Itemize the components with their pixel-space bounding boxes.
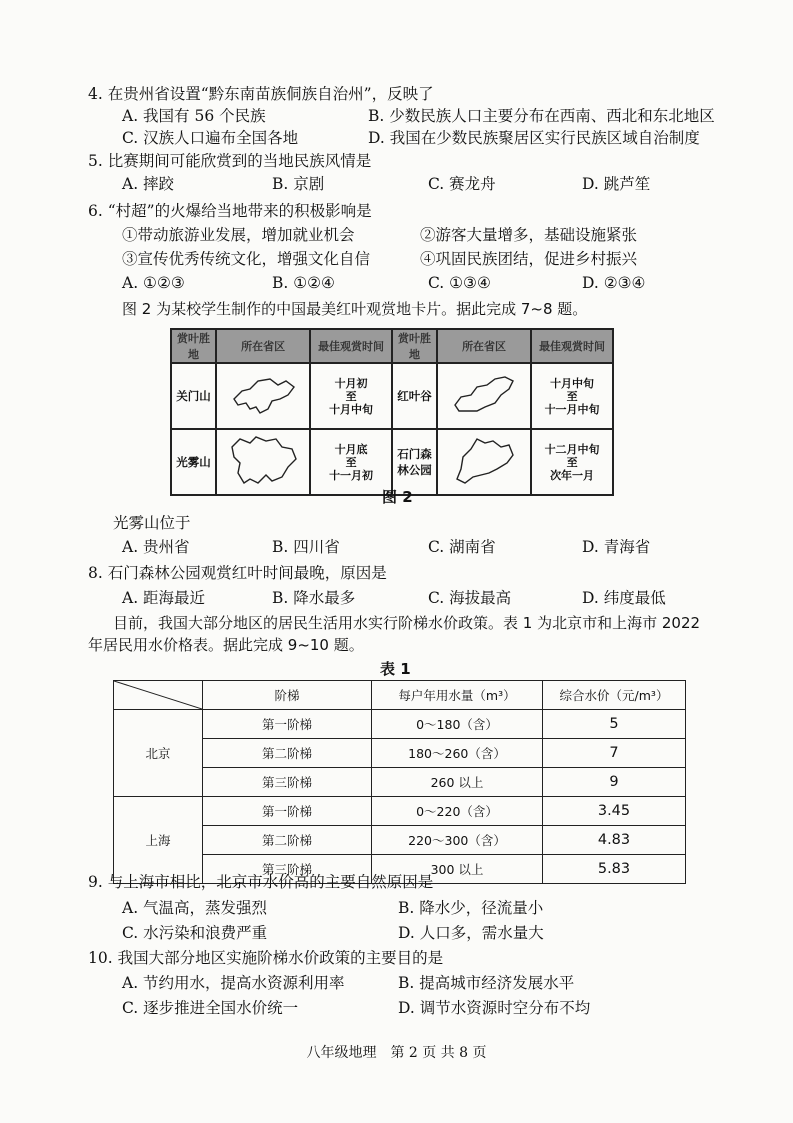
- table1-price: 7: [543, 739, 686, 768]
- fig2-header-province-2: 所在省区: [437, 329, 531, 363]
- table1-price: 4.83: [543, 826, 686, 855]
- intro-questions-9-10-line-1: 目前，我国大部分地区的居民生活用水实行阶梯水价政策。表 1 为北京市和上海市 2022: [113, 614, 701, 632]
- question-7-option-d: D. 青海省: [582, 538, 651, 556]
- question-8-stem: 8. 石门森林公园观赏红叶时间最晚，原因是: [88, 564, 387, 582]
- table1-header-price: 综合水价（元/m³）: [543, 681, 686, 710]
- province-outline-icon: [447, 371, 521, 419]
- fig2-header-time-1: 最佳观赏时间: [310, 329, 392, 363]
- province-map-jilin: [437, 363, 531, 429]
- figure-2-caption: 图 2: [382, 488, 413, 506]
- fig2-time-to: 至: [345, 389, 357, 403]
- question-8-option-c: C. 海拔最高: [428, 589, 512, 607]
- fig2-time-to: 至: [566, 455, 578, 469]
- question-6-option-d: D. ②③④: [582, 274, 646, 292]
- fig2-spot-shimen: 石门森林公园: [392, 429, 437, 495]
- question-9-option-b: B. 降水少，径流量小: [398, 899, 544, 917]
- table1-price: 3.45: [543, 797, 686, 826]
- question-6-statement-2: ②游客大量增多，基础设施紧张: [420, 226, 638, 244]
- question-4-option-c: C. 汉族人口遍布全国各地: [122, 129, 299, 147]
- table1-price: 5.83: [543, 855, 686, 884]
- table1-header-volume: 每户年用水量（m³）: [372, 681, 543, 710]
- table1-price: 5: [543, 710, 686, 739]
- fig2-header-time-2: 最佳观赏时间: [531, 329, 613, 363]
- question-4-option-b: B. 少数民族人口主要分布在西南、西北和东北地区: [368, 107, 715, 125]
- table1-header-tier: 阶梯: [203, 681, 372, 710]
- table1-tier: 第一阶梯: [203, 710, 372, 739]
- question-4-option-d: D. 我国在少数民族聚居区实行民族区域自治制度: [368, 129, 700, 147]
- fig2-time-start: 十月底: [334, 442, 368, 456]
- question-8-option-a: A. 距海最近: [122, 589, 206, 607]
- question-5-stem: 5. 比赛期间可能欣赏到的当地民族风情是: [88, 152, 372, 170]
- province-outline-icon: [228, 371, 298, 419]
- table1-tier: 第三阶梯: [203, 855, 372, 884]
- question-10-option-a: A. 节约用水，提高水资源利用率: [122, 974, 345, 992]
- table-1-caption: 表 1: [380, 660, 411, 678]
- fig2-time-start: 十二月中旬: [544, 442, 600, 456]
- fig2-header-province-1: 所在省区: [216, 329, 310, 363]
- province-outline-icon: [226, 433, 300, 489]
- table1-tier: 第三阶梯: [203, 768, 372, 797]
- table1-tier: 第二阶梯: [203, 739, 372, 768]
- table1-city-shanghai: 上海: [114, 797, 203, 884]
- question-10-option-b: B. 提高城市经济发展水平: [398, 974, 575, 992]
- fig2-spot-guangwushan: 光雾山: [171, 429, 216, 495]
- water-price-table: [113, 680, 686, 884]
- fig2-time-end: 次年一月: [550, 468, 595, 482]
- table1-volume: 0～180（含）: [372, 710, 543, 739]
- province-map-sichuan: [216, 429, 310, 495]
- intro-questions-9-10-line-2: 年居民用水价格表。据此完成 9~10 题。: [88, 636, 364, 654]
- province-map-guangdong: [437, 429, 531, 495]
- fig2-time-to: 至: [345, 455, 357, 469]
- fig2-time-start: 十月中旬: [550, 376, 595, 390]
- table1-volume: 260 以上: [372, 768, 543, 797]
- question-7-option-a: A. 贵州省: [122, 538, 190, 556]
- fig2-spot-hongyegu: 红叶谷: [392, 363, 437, 429]
- table1-corner-cell: [114, 681, 203, 710]
- question-9-option-c: C. 水污染和浪费严重: [122, 924, 268, 942]
- question-6-statement-4: ④巩固民族团结，促进乡村振兴: [420, 250, 638, 268]
- fig2-header-spot-1: 赏叶胜地: [171, 329, 216, 363]
- question-6-statement-3: ③宣传优秀传统文化，增强文化自信: [122, 250, 371, 268]
- question-5-option-d: D. 跳芦笙: [582, 175, 651, 193]
- table1-volume: 300 以上: [372, 855, 543, 884]
- question-10-stem: 10. 我国大部分地区实施阶梯水价政策的主要目的是: [88, 949, 444, 967]
- question-9-option-a: A. 气温高，蒸发强烈: [122, 899, 268, 917]
- province-outline-icon: [447, 433, 521, 489]
- intro-questions-7-8: 图 2 为某校学生制作的中国最美红叶观赏地卡片。据此完成 7~8 题。: [122, 300, 588, 318]
- question-5-option-b: B. 京剧: [272, 175, 325, 193]
- question-6-statement-1: ①带动旅游业发展，增加就业机会: [122, 226, 355, 244]
- table1-price: 9: [543, 768, 686, 797]
- fig2-time-hongyegu: [531, 363, 613, 429]
- table1-volume: 0～220（含）: [372, 797, 543, 826]
- diagonal-line-icon: [114, 681, 202, 709]
- fig2-time-shimen: [531, 429, 613, 495]
- fig2-time-end: 十一月中旬: [544, 402, 600, 416]
- question-10-option-c: C. 逐步推进全国水价统一: [122, 999, 299, 1017]
- question-6-stem: 6. “村超”的火爆给当地带来的积极影响是: [88, 202, 372, 220]
- question-5-option-c: C. 赛龙舟: [428, 175, 496, 193]
- table1-city-beijing: 北京: [114, 710, 203, 797]
- fig2-time-guanmenshan: [310, 363, 392, 429]
- fig2-time-end: 十一月初: [329, 468, 374, 482]
- province-map-liaoning: [216, 363, 310, 429]
- fig2-time-to: 至: [566, 389, 578, 403]
- fig2-spot-guanmenshan: 关门山: [171, 363, 216, 429]
- table1-volume: 220～300（含）: [372, 826, 543, 855]
- table1-tier: 第二阶梯: [203, 826, 372, 855]
- question-9-option-d: D. 人口多，需水量大: [398, 924, 544, 942]
- question-7-stem: 光雾山位于: [113, 514, 191, 532]
- question-7-option-c: C. 湖南省: [428, 538, 496, 556]
- question-7-option-b: B. 四川省: [272, 538, 340, 556]
- question-9-stem: 9. 与上海市相比，北京市水价高的主要自然原因是: [88, 873, 434, 891]
- question-6-option-b: B. ①②④: [272, 274, 335, 292]
- table1-tier: 第一阶梯: [203, 797, 372, 826]
- question-8-option-b: B. 降水最多: [272, 589, 356, 607]
- page-footer: 八年级地理 第 2 页 共 8 页: [306, 1045, 487, 1061]
- fig2-header-spot-2: 赏叶胜地: [392, 329, 437, 363]
- table1-volume: 180～260（含）: [372, 739, 543, 768]
- fig2-time-guangwushan: [310, 429, 392, 495]
- question-5-option-a: A. 摔跤: [122, 175, 175, 193]
- question-8-option-d: D. 纬度最低: [582, 589, 666, 607]
- question-10-option-d: D. 调节水资源时空分布不均: [398, 999, 591, 1017]
- fig2-time-end: 十月中旬: [329, 402, 374, 416]
- question-4-stem: 4. 在贵州省设置“黔东南苗族侗族自治州”，反映了: [88, 85, 434, 103]
- question-6-option-c: C. ①③④: [428, 274, 491, 292]
- fig2-time-start: 十月初: [334, 376, 368, 390]
- figure-2-table: [170, 328, 614, 496]
- question-6-option-a: A. ①②③: [122, 274, 185, 292]
- question-4-option-a: A. 我国有 56 个民族: [122, 107, 266, 125]
